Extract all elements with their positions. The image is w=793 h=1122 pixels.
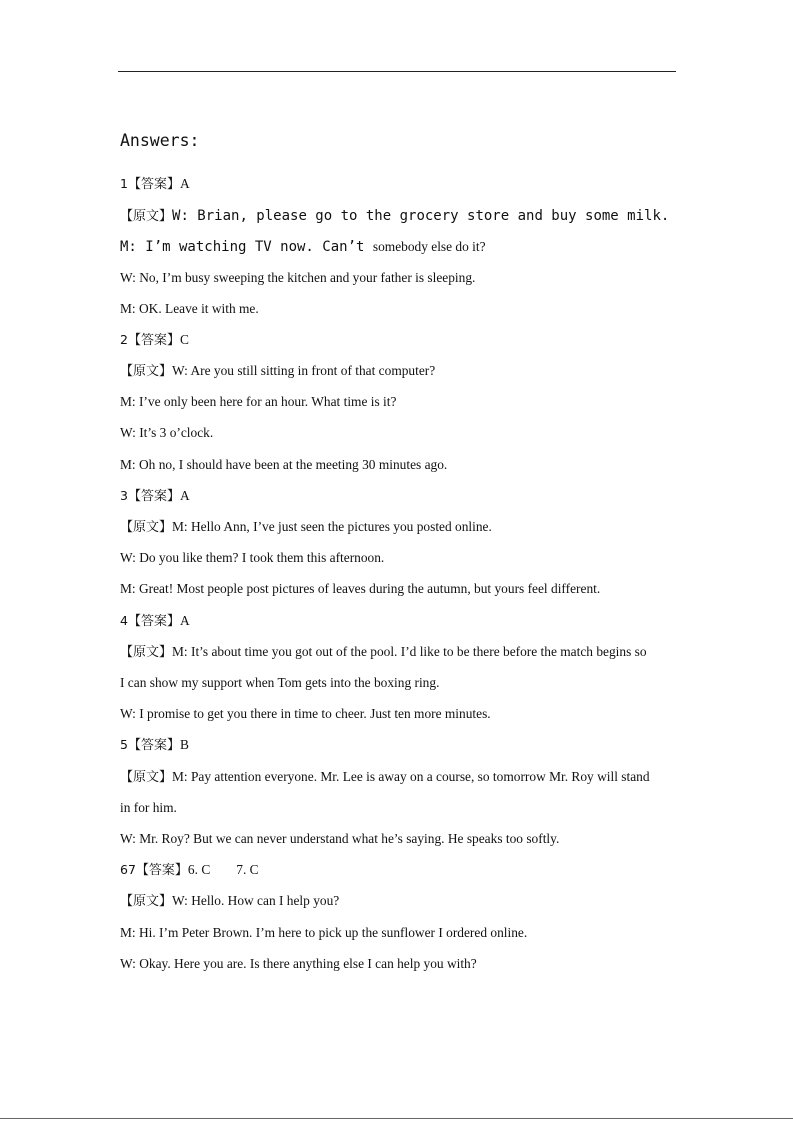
transcript-line	[120, 518, 492, 537]
transcript-text: W: Are you still sitting in front of that computer?	[172, 363, 436, 378]
transcript-text: M: Pay attention everyone. Mr. Lee is away on a course, so tomorrow Mr. Roy will stand	[172, 769, 650, 784]
answer-value: A	[179, 613, 190, 628]
transcript-label: 【原文】	[120, 520, 173, 535]
answer-line-1	[120, 175, 190, 194]
transcript-line	[120, 643, 647, 662]
answer-line-2	[120, 331, 189, 350]
transcript-line: W: No, I’m busy sweeping the kitchen and your father is sleeping.	[120, 270, 476, 285]
transcript-line: W: Do you like them? I took them this afternoon.	[120, 550, 385, 565]
answer-label: 【答案】	[135, 863, 188, 878]
transcript-text: somebody else do it?	[372, 239, 486, 254]
question-number: 67	[120, 862, 136, 877]
question-number: 3	[120, 488, 128, 503]
transcript-line: M: OK. Leave it with me.	[120, 301, 259, 316]
transcript-label: 【原文】	[120, 645, 173, 660]
transcript-line: M: Great! Most people post pictures of leaves during the autumn, but yours feel different.	[120, 581, 601, 596]
answer-label: 【答案】	[127, 614, 180, 629]
answer-value: C	[179, 332, 189, 347]
answer-value: 6. C	[187, 862, 211, 877]
transcript-line	[120, 238, 486, 256]
transcript-text: M: Hello Ann, I’ve just seen the pictures you posted online.	[172, 519, 492, 534]
answer-value: A	[179, 488, 190, 503]
footer-rule	[0, 1118, 793, 1119]
transcript-line	[120, 768, 650, 787]
transcript-label: 【原文】	[120, 209, 173, 224]
transcript-label: 【原文】	[120, 894, 173, 909]
answer-label: 【答案】	[127, 738, 180, 753]
answer-label: 【答案】	[127, 489, 180, 504]
answer-line-4	[120, 612, 190, 631]
transcript-text: M: I’m watching TV now. Can’t	[120, 239, 373, 255]
question-number: 5	[120, 737, 128, 752]
answer-label: 【答案】	[127, 177, 180, 192]
transcript-line: in for him.	[120, 800, 177, 815]
transcript-line: W: I promise to get you there in time to cheer. Just ten more minutes.	[120, 706, 491, 721]
transcript-line: I can show my support when Tom gets into the boxing ring.	[120, 675, 440, 690]
transcript-label: 【原文】	[120, 770, 173, 785]
transcript-text: M: It’s about time you got out of the pool. I’d like to be there before the match begins so	[172, 644, 647, 659]
transcript-line: W: It’s 3 o’clock.	[120, 425, 214, 440]
transcript-line	[120, 207, 669, 226]
question-number: 4	[120, 613, 128, 628]
transcript-text: W: Hello. How can I help you?	[172, 893, 340, 908]
question-number: 2	[120, 332, 128, 347]
answer-line-67	[120, 861, 259, 880]
answer-value: B	[179, 737, 189, 752]
transcript-line: M: Oh no, I should have been at the meeting 30 minutes ago.	[120, 457, 448, 472]
transcript-label: 【原文】	[120, 364, 173, 379]
header-rule	[118, 71, 676, 72]
answer-label: 【答案】	[127, 333, 180, 348]
answer-value: A	[179, 176, 190, 191]
transcript-line: M: Hi. I’m Peter Brown. I’m here to pick up the sunflower I ordered online.	[120, 925, 528, 940]
answer-line-3	[120, 487, 190, 506]
transcript-line	[120, 362, 435, 381]
transcript-line: W: Mr. Roy? But we can never understand what he’s saying. He speaks too softly.	[120, 831, 560, 846]
transcript-text: W: Brian, please go to the grocery store and buy some milk.	[172, 208, 670, 224]
transcript-line: M: I’ve only been here for an hour. What time is it?	[120, 394, 397, 409]
question-number: 1	[120, 176, 128, 191]
transcript-line: W: Okay. Here you are. Is there anything else I can help you with?	[120, 956, 477, 971]
transcript-line	[120, 892, 339, 911]
answer-value-2: 7. C	[236, 862, 259, 877]
answers-heading: Answers:	[120, 131, 200, 150]
answer-line-5	[120, 736, 189, 755]
